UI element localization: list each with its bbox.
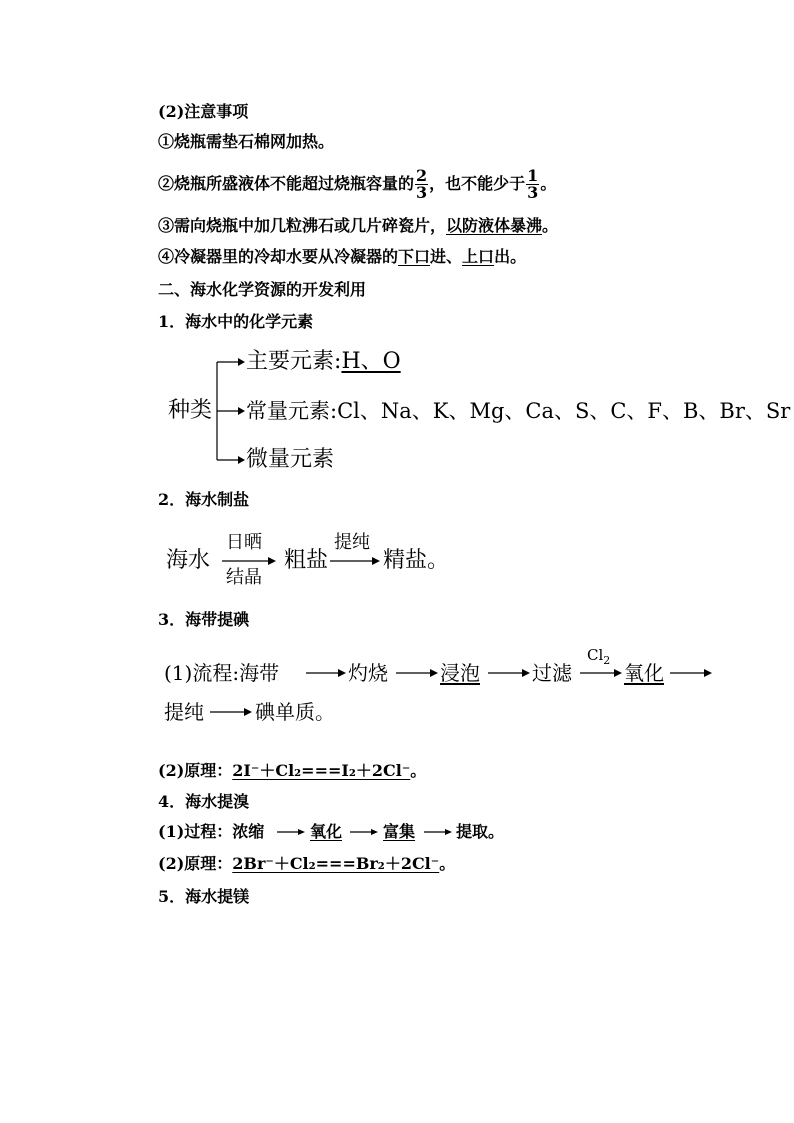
salt-crude: 粗盐 xyxy=(284,548,329,573)
iodine-principle: (2)原理：2I⁻＋Cl₂===I₂＋2Cl⁻。 xyxy=(158,761,427,780)
subsection-iodine: 3．海带提碘 xyxy=(158,610,250,629)
fraction-two-thirds: $\frac{2}{3}$ xyxy=(416,166,428,202)
section-title: 二、海水化学资源的开发利用 xyxy=(158,280,367,299)
iodine-product: 碘单质。 xyxy=(255,700,335,724)
common-elements: 常量元素:Cl、Na、K、Mg、Ca、S、C、F、B、Br、Sr xyxy=(246,399,791,423)
note-item-1: ①烧瓶需垫石棉网加热。 xyxy=(158,132,335,151)
major-elements: 主要元素:H、O xyxy=(246,349,401,374)
subsection-magnesium: 5．海水提镁 xyxy=(158,887,250,906)
notes-heading: (2)注意事项 xyxy=(158,102,249,121)
subsection-salt: 2．海水制盐 xyxy=(158,490,250,509)
salt-fine: 精盐。 xyxy=(383,548,450,573)
iodine-flow-start: (1)流程:海带 xyxy=(164,661,280,685)
iodine-cl2: $Cl_2$ xyxy=(587,646,611,667)
salt-seawater: 海水 xyxy=(166,548,211,573)
fraction-one-third: $\frac{1}{3}$ xyxy=(527,166,539,202)
bromine-enrich: 富集 xyxy=(383,822,416,841)
iodine-soak: 浸泡 xyxy=(440,661,480,685)
iodine-burn: 灼烧 xyxy=(348,661,388,685)
subsection-elements: 1．海水中的化学元素 xyxy=(158,312,314,331)
note-item-2: ②烧瓶所盛液体不能超过烧瓶容量的 $\frac{2}{3}$ ，也不能少于 $\frac{1}{3}$ 。 xyxy=(158,166,557,202)
note-item-4: ④冷凝器里的冷却水要从冷凝器的下口进、上口出。 xyxy=(158,247,527,266)
bromine-process-label: (1)过程：浓缩 xyxy=(158,822,265,841)
subsection-bromine: 4．海水提溴 xyxy=(158,792,250,811)
bromine-principle: (2)原理：2Br⁻＋Cl₂===Br₂＋2Cl⁻。 xyxy=(158,854,456,873)
iodine-purify: 提纯 xyxy=(164,700,204,724)
salt-arrow2-top: 提纯 xyxy=(334,532,370,553)
bromine-oxidize: 氧化 xyxy=(310,822,343,841)
iodine-filter: 过滤 xyxy=(532,661,572,685)
kinds-label: 种类 xyxy=(168,398,213,423)
trace-elements: 微量元素 xyxy=(246,447,335,472)
salt-arrow-bottom: 结晶 xyxy=(226,567,262,588)
iodine-oxidize: 氧化 xyxy=(624,661,664,685)
salt-arrow-top: 日晒 xyxy=(226,532,262,553)
note-item-3: ③需向烧瓶中加几粒沸石或几片碎瓷片，以防液体暴沸。 xyxy=(158,216,559,235)
bromine-extract: 提取。 xyxy=(456,822,505,841)
